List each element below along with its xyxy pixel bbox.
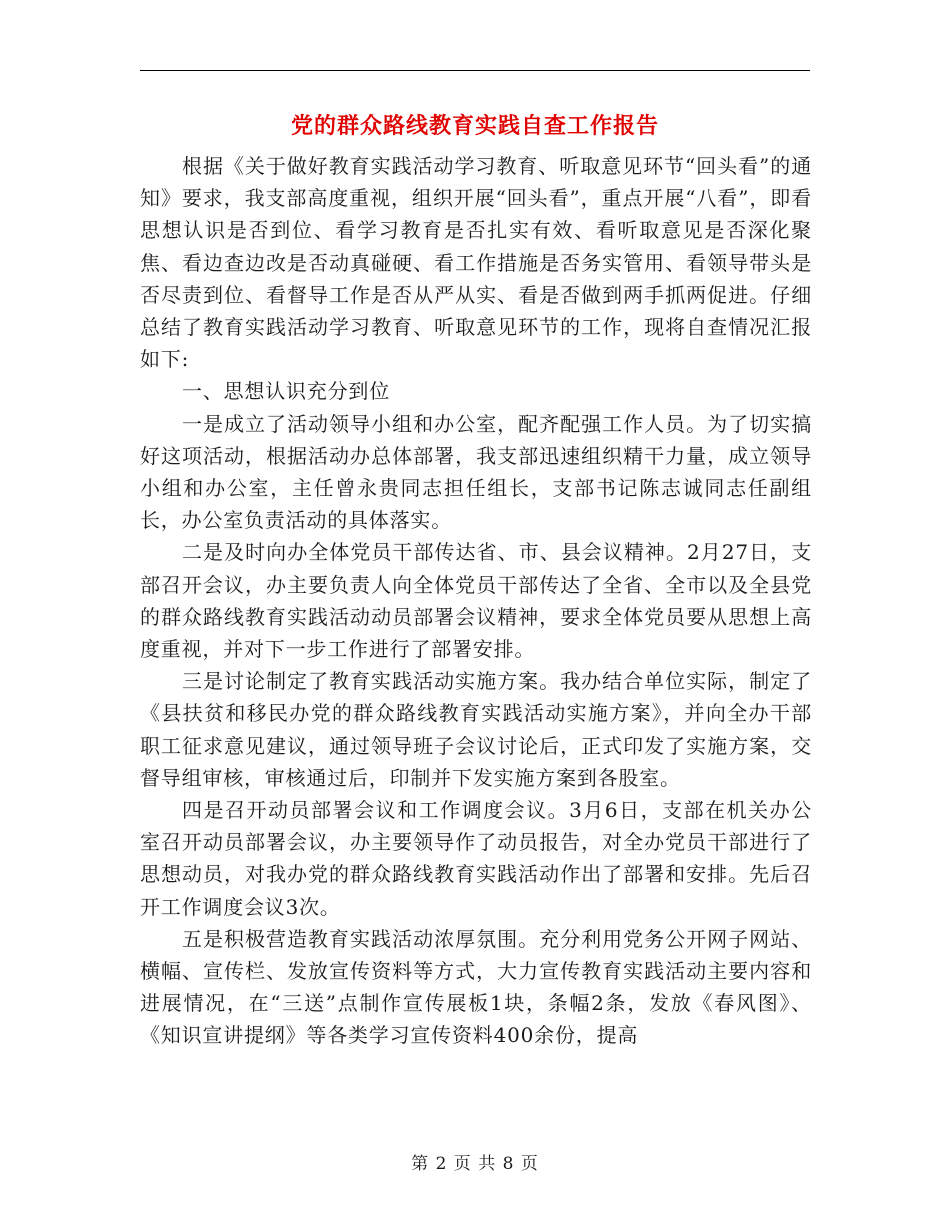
paragraph-item-4: 四是召开动员部署会议和工作调度会议。3月6日，支部在机关办公室召开动员部署会议，办主要领导作了动员报告，对全办党员干部进行了思想动员，对我办党的群众路线教育实践活动作出了部署和安排。先后召开工作调度会议3次。: [140, 798, 812, 919]
paragraph-item-2: 二是及时向办全体党员干部传达省、市、县会议精神。2月27日，支部召开会议，办主要负责人向全体党员干部传达了全省、全市以及全县党的群众路线教育实践活动动员部署会议精神，要求全体党员要从思想上高度重视，并对下一步工作进行了部署安排。: [140, 540, 812, 662]
paragraph-intro: 根据《关于做好教育实践活动学习教育、听取意见环节“回头看”的通知》要求，我支部高度重视，组织开展“回头看”，重点开展“八看”，即看思想认识是否到位、看学习教育是否扎实有效、看听取意见是否深化聚焦、看边查边改是否动真碰硬、看工作措施是否务实管用、看领导带头是否尽责到位、看督导工作是否从严从实、看是否做到两手抓两促进。仔细总结了教育实践活动学习教育、听取意见环节的工作，现将自查情况汇报如下:: [140, 154, 812, 372]
paragraph-item-5: 五是积极营造教育实践活动浓厚氛围。充分利用党务公开网子网站、横幅、宣传栏、发放宣传资料等方式，大力宣传教育实践活动主要内容和进展情况，在“三送”点制作宣传展板1块，条幅2条，发放《春风图》、《知识宣讲提纲》等各类学习宣传资料400余份，提高: [140, 926, 812, 1048]
page-footer: 第 2 页 共 8 页: [411, 1154, 539, 1174]
header-rule: [140, 70, 810, 71]
document-body: [140, 150, 812, 1052]
section-heading: 一、思想认识充分到位: [182, 379, 390, 404]
paragraph-item-1: 一是成立了活动领导小组和办公室，配齐配强工作人员。为了切实搞好这项活动，根据活动办总体部署，我支部迅速组织精干力量，成立领导小组和办公室，主任曾永贵同志担任组长，支部书记陈志诚同志任副组长，办公室负责活动的具体落实。: [140, 411, 812, 533]
paragraph-item-3: 三是讨论制定了教育实践活动实施方案。我办结合单位实际，制定了《县扶贫和移民办党的群众路线教育实践活动实施方案》，并向全办干部职工征求意见建议，通过领导班子会议讨论后，正式印发了实施方案，交督导组审核，审核通过后，印制并下发实施方案到各股室。: [140, 669, 812, 790]
document-title: 党的群众路线教育实践自查工作报告: [290, 113, 659, 139]
